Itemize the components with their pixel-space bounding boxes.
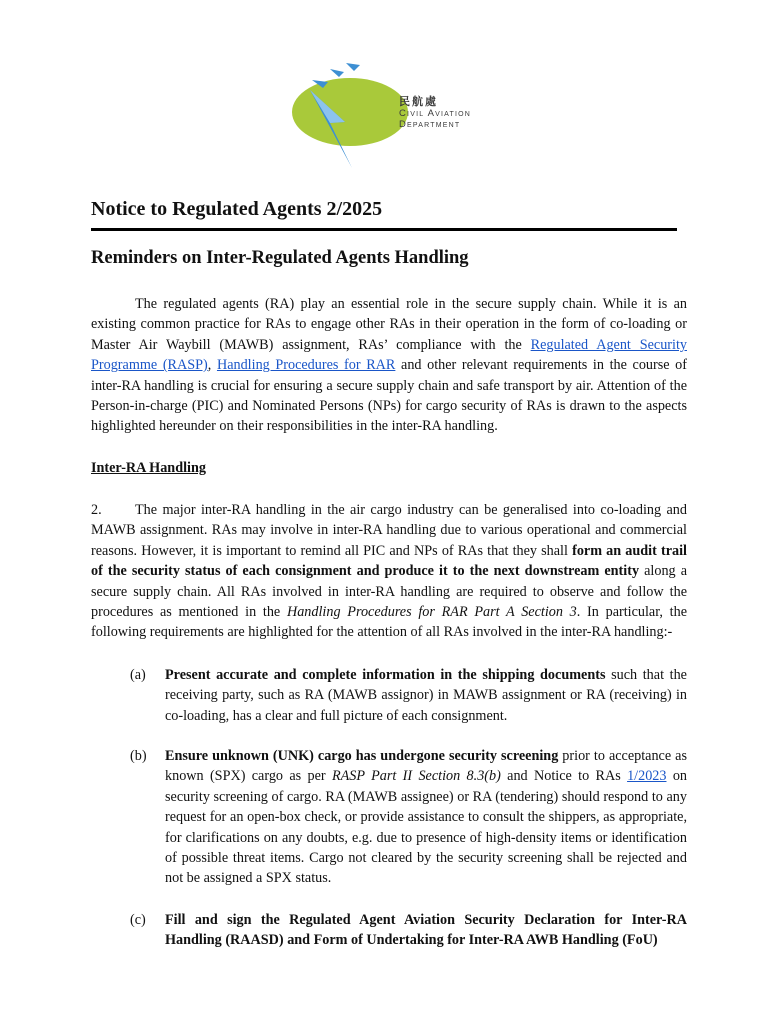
list-item-text — [165, 665, 687, 726]
p1-text-a: The regulated agents (RA) play an essential role in the secure supply chain. While it is an existing common practice for RAs to engage other RAs in their operation in the form of co-loading or Master Air Waybill (MAWB) assignment, RAs’ compliance with the — [91, 296, 687, 353]
p2-text-b: along a secure supply chain. All RAs involved in inter-RA handling are required to observe and follow the procedures as mentioned in the — [91, 563, 687, 621]
link-handling-procedures[interactable]: Handling Procedures for RAR — [216, 357, 396, 374]
title-divider — [91, 228, 677, 231]
p2-text-c: . In particular, the following requirements are highlighted for the attention of all RAs involved in the inter-RA handling:- — [91, 604, 687, 641]
notice-subtitle: Reminders on Inter-Regulated Agents Handling — [91, 248, 469, 268]
section-heading-inter-ra: Inter-RA Handling — [91, 460, 206, 476]
notice-title: Notice to Regulated Agents 2/2025 — [91, 198, 383, 220]
list-item-b — [130, 746, 687, 889]
item-b-text-2: and Notice to RAs — [500, 768, 628, 785]
logo-green-ellipse — [292, 78, 408, 146]
paragraph-number: 2. — [91, 502, 102, 518]
item-b-text-1: prior to acceptance as known (SPX) cargo as per — [165, 748, 687, 785]
list-item-c — [130, 910, 687, 951]
item-b-bold: Ensure unknown (UNK) cargo has undergone security screening — [165, 748, 559, 764]
list-item-label: (c) — [130, 912, 146, 928]
link-notice-1-2023[interactable]: 1/2023 — [627, 768, 667, 785]
paragraph-1 — [91, 294, 687, 437]
logo-organisation-name — [399, 97, 471, 130]
item-a-bold: Present accurate and complete information in the shipping documents — [165, 667, 606, 683]
link-rasp[interactable]: Regulated Agent Security Programme (RASP) — [91, 336, 687, 374]
list-item-label: (b) — [130, 748, 147, 764]
item-b-text-3: on security screening of cargo. RA (MAWB assignee) or RA (tendering) should respond to any request for an open-box check, or provide assistance to consult the shippers, as appropriate, for clarifications on any doubts, e.g. due to presence of high-density items or identification of possible threat items. Cargo not cleared by the security screening shall be rejected and not be assigned a SPX status. — [165, 768, 688, 887]
logo-small-arrow-3 — [346, 63, 360, 71]
list-item-label: (a) — [130, 667, 146, 683]
civil-aviation-department-logo — [290, 60, 490, 170]
item-c-bold: Fill and sign the Regulated Agent Aviation Security Declaration for Inter-RA Handling (RAASD) and Form of Undertaking for Inter-RA AWB Handling (FoU) — [165, 912, 687, 949]
list-item-a — [130, 665, 687, 726]
item-a-text: such that the receiving party, such as RA (MAWB assignor) in MAWB assignment or RA (receiving) in co-loading, has a clear and full picture of each consignment. — [165, 667, 687, 724]
p1-text-c: and other relevant requirements in the course of inter-RA handling is crucial for ensuring a secure supply chain and safe transport by air. Attention of the Person-in-charge (PIC) and Nominated Persons (NPs) for cargo security of RAs is drawn to the aspects highlighted hereunder on their responsibilities in the inter-RA handling. — [91, 357, 687, 435]
paragraph-2 — [91, 500, 687, 643]
p1-text-b: , — [207, 357, 217, 374]
p2-italic-text: Handling Procedures for RAR Part A Section 3 — [286, 604, 577, 621]
logo-small-arrow-2 — [330, 69, 344, 77]
item-b-italic: RASP Part II Section 8.3(b) — [331, 768, 501, 785]
p2-bold-text: form an audit trail of the security status of each consignment and produce it to the next downstream entity — [91, 542, 687, 580]
logo-name-line2: Department — [399, 119, 461, 130]
p2-text-a: The major inter-RA handling in the air cargo industry can be generalised into co-loading and MAWB assignment. RAs may involve in inter-RA handling due to various operational and commercial reasons. However, it is important to remind all PIC and NPs of RAs that they shall — [91, 502, 687, 559]
logo-name-line1: Civil Aviation — [399, 108, 472, 119]
logo-name-chinese: 民航處 — [399, 96, 438, 108]
list-item-text — [165, 746, 687, 889]
list-item-text — [165, 910, 687, 951]
